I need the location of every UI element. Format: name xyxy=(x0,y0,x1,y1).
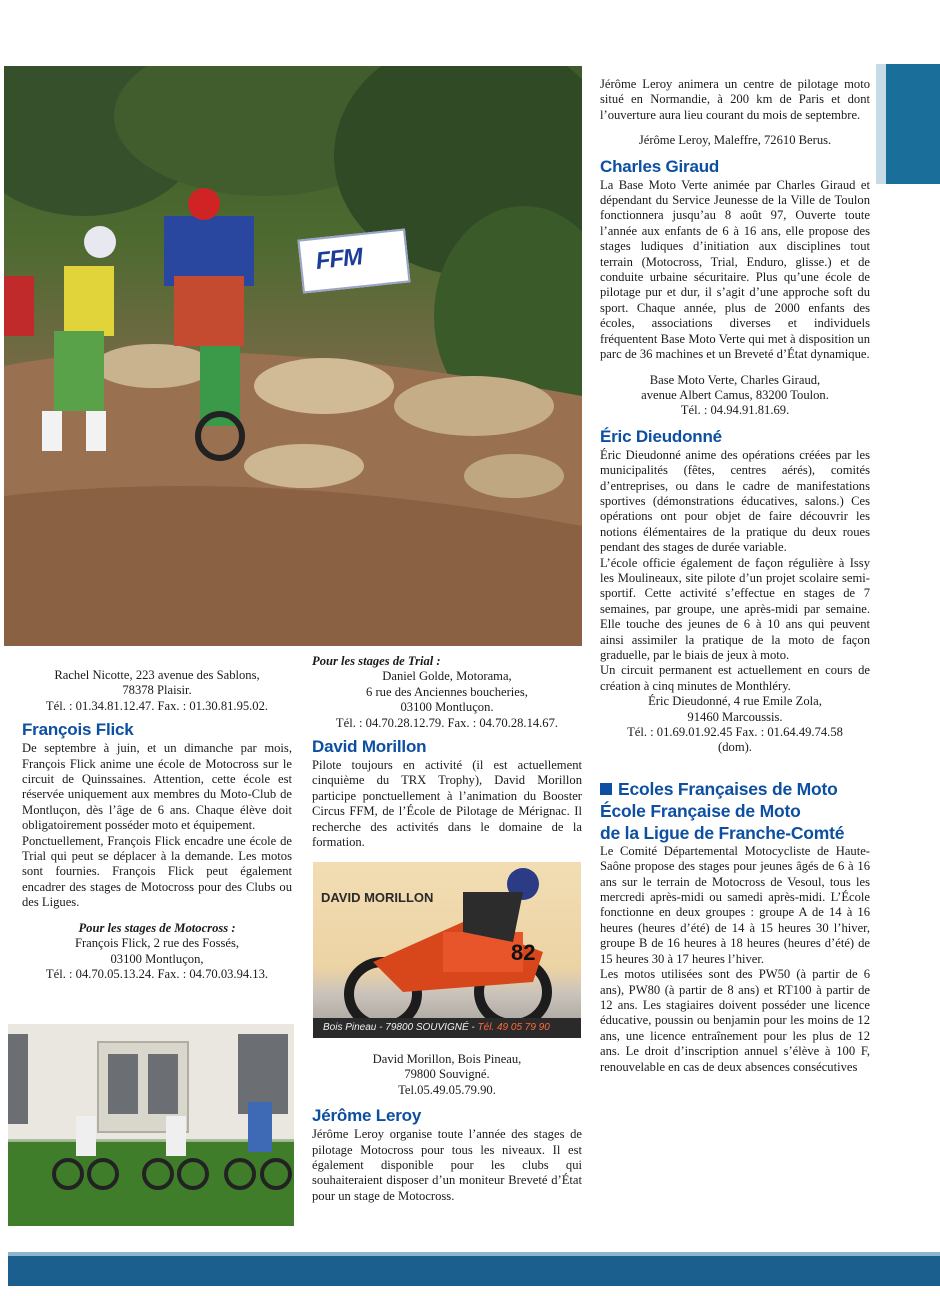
golde-address-line: 03100 Montluçon. xyxy=(400,700,494,715)
column-1 xyxy=(22,668,292,982)
leroy-heading: Jérôme Leroy xyxy=(312,1106,422,1126)
flick-paragraph: Ponctuellement, François Flick encadre une école de Trial qui peut se déplacer à la demande. Les motos sont fournies. François Flick peut également encadrer des stages de Motocross pour des Clubs ou des Ligues. xyxy=(22,833,292,910)
flick-address-line: 03100 Montluçon, xyxy=(110,951,204,966)
morillon-paragraph: Pilote toujours en activité (il est actuellement cinquième du TRX Trophy), David Morillon participe ponctuellement à l’animation du Booster Circus FFM, de l’École de Pilotage de Mérignac. Il recherche des activités dans le domaine de la formation. xyxy=(312,758,582,850)
morillon-address-line: David Morillon, Bois Pineau, xyxy=(372,1052,522,1066)
giraud-paragraph: La Base Moto Verte animée par Charles Giraud et dépendant du Service Jeunesse de la Ville de Toulon fonctionnera jusqu’au 8 août 97, Ouverte toute l’année aux enfants de 6 à 16 ans, elle propose des stages ludiques d’initiation aux disciplines tout terrain (Motocross, Trial, Enduro, glisse.) et de conduite urbaine sécuritaire. Plus qu’une école de pilotage pur et dur, il s’agit d’une approche soft du sport. Chaque année, plus de 2000 enfants des écoles, associations diverses et individuels fréquentent Base Moto Verte qui met à disposition un parc de 36 machines et un Breveté d’État dynamique. xyxy=(600,177,870,362)
giraud-address-line: Base Moto Verte, Charles Giraud, xyxy=(649,372,821,387)
morillon-racing-illustration xyxy=(313,862,581,1038)
ffm-banner xyxy=(297,229,410,294)
motocross-label: Pour les stages de Motocross : xyxy=(78,920,236,935)
page-edge-tab xyxy=(876,64,940,184)
leroy-paragraph-2: Jérôme Leroy animera un centre de pilotage moto situé en Normandie, à 200 km de Paris et dont l’ouverture aura lieu courant du mois de septembre. xyxy=(600,77,870,122)
comite-paragraph: Le Comité Départemental Motocycliste de Haute-Saône propose des stages pour jeunes âgés de 6 à 16 ans sur le terrain de Motocross de Vesoul, tous les mercredi après-midi ou samedi après-midi. L’École fonctionne en deux groupes : groupe A de 14 à 16 heures (heures d’été) de 14 à 15 heures 30 l’hiver, groupe B de 16 heures à 18 heures (heures d’été) de 15 heures 30 à 17 heures l’hiver. xyxy=(600,843,870,966)
column-2-continued xyxy=(312,1052,582,1204)
flick-heading: François Flick xyxy=(22,720,134,740)
trial-label: Pour les stages de Trial : xyxy=(312,654,441,668)
section-heading-line: Ecoles Françaises de Moto xyxy=(618,778,838,799)
footer-band xyxy=(8,1252,940,1286)
kids-trial-photo xyxy=(8,1024,294,1226)
morillon-phone-line: Tel.05.49.05.79.90. xyxy=(398,1082,496,1097)
dieudonne-phone-line: Tél. : 01.69.01.92.45 Fax. : 01.64.49.74.58 xyxy=(627,725,843,740)
dieudonne-address-line: (dom). xyxy=(718,740,752,755)
section-heading-line: École Française de Moto xyxy=(600,800,801,821)
column-2 xyxy=(312,654,582,850)
dieudonne-heading: Éric Dieudonné xyxy=(600,426,722,446)
dieudonne-paragraph: L’école officie également de façon régulière à Issy les Moulineaux, site pilote d’un projet scolaire semi-sportif. Cette activité s’effectue en stages de 7 semaines, par groupe, une après-midi par semaine. Elle touche des jeunes de 6 à 10 ans qui peuvent ainsi assimiler la pratique de la moto de façon graduelle, par le biais de jeux à moto. xyxy=(600,555,870,662)
trial-riders-photo xyxy=(4,66,582,646)
trial-scene-illustration xyxy=(4,66,582,646)
morillon-heading: David Morillon xyxy=(312,737,427,757)
morillon-address-line: 79800 Souvigné. xyxy=(404,1067,490,1082)
ffm-banner-text: FFM xyxy=(314,243,364,275)
leroy-address: Jérôme Leroy, Maleffre, 72610 Berus. xyxy=(638,133,832,148)
rachel-phone-line: Tél. : 01.34.81.12.47. Fax. : 01.30.81.95.02. xyxy=(45,698,269,713)
flick-phone-line: Tél. : 04.70.05.13.24. Fax. : 04.70.03.94.13. xyxy=(45,966,269,981)
morillon-photo xyxy=(313,862,581,1038)
morillon-photo-band xyxy=(313,1018,581,1038)
rachel-address-line: Rachel Nicotte, 223 avenue des Sablons, xyxy=(54,668,260,682)
flick-paragraph: De septembre à juin, et un dimanche par mois, François Flick anime une école de Motocross sur le circuit de Quinssaines. Attention, cette école est réservée uniquement aux membres du Moto-Club de Montluçon, dès l’âge de 6 ans. Chaque élève doit obligatoirement posséder moto et équipement. xyxy=(22,741,292,833)
kids-scene-illustration xyxy=(8,1024,294,1226)
morillon-band-location: Bois Pineau - 79800 SOUVIGNÉ - xyxy=(323,1022,478,1033)
morillon-band-phone: Tél. 49 05 79 90 xyxy=(477,1022,550,1033)
dieudonne-paragraph: Éric Dieudonné anime des opérations créées par les municipalités (fêtes, centres aérés), comités d’entreprises, ou dans le cadre de manifestations sportives (démonstrations éducatives, salons.) Ces opérations ont pour objet de faire découvrir les notions élémentaires de la pratique du deux roues pendant des stages de durée variable. xyxy=(600,447,870,555)
morillon-photo-caption: DAVID MORILLON xyxy=(321,890,434,905)
race-number: 82 xyxy=(511,940,536,965)
leroy-paragraph: Jérôme Leroy organise toute l’année des stages de pilotage Motocross pour tous les niveaux. Il est également disponible pour les clubs qui souhaiteraient disposer d’un moniteur Breveté d’État pour un stage de Motocross. xyxy=(312,1127,582,1203)
section-square-icon xyxy=(600,783,612,795)
giraud-heading: Charles Giraud xyxy=(600,156,720,176)
flick-address-line: François Flick, 2 rue des Fossés, xyxy=(74,936,240,951)
column-3 xyxy=(600,77,870,1075)
comite-paragraph: Les motos utilisées sont des PW50 (à partir de 6 ans), PW80 (à partir de 8 ans) et RT100 à partir de 12 ans. Les stagiaires doivent posséder une licence éducative, poussin ou benjamin pour les moins de 12 ans, une licence entraînement pour les plus de 12 ans. Le droit d’inscription annuel s’élève à 100 F, renouvelable en cas de deux absences consécutives xyxy=(600,967,870,1074)
giraud-address-line: avenue Albert Camus, 83200 Toulon. xyxy=(641,387,829,402)
golde-address-line: 6 rue des Anciennes boucheries, xyxy=(366,684,528,699)
dieudonne-address-line: Éric Dieudonné, 4 rue Emile Zola, xyxy=(648,694,822,709)
dieudonne-address-line: 91460 Marcoussis. xyxy=(687,709,783,724)
dieudonne-paragraph: Un circuit permanent est actuellement en cours de création à cinq minutes de Monthléry. xyxy=(600,663,870,693)
golde-address-line: Daniel Golde, Motorama, xyxy=(382,669,512,684)
giraud-phone-line: Tél. : 04.94.91.81.69. xyxy=(680,403,790,418)
section-heading xyxy=(600,778,870,800)
rachel-address-line: 78378 Plaisir. xyxy=(122,683,192,698)
section-heading-line: de la Ligue de Franche-Comté xyxy=(600,822,845,843)
golde-phone-line: Tél. : 04.70.28.12.79. Fax. : 04.70.28.14.67. xyxy=(335,715,559,730)
